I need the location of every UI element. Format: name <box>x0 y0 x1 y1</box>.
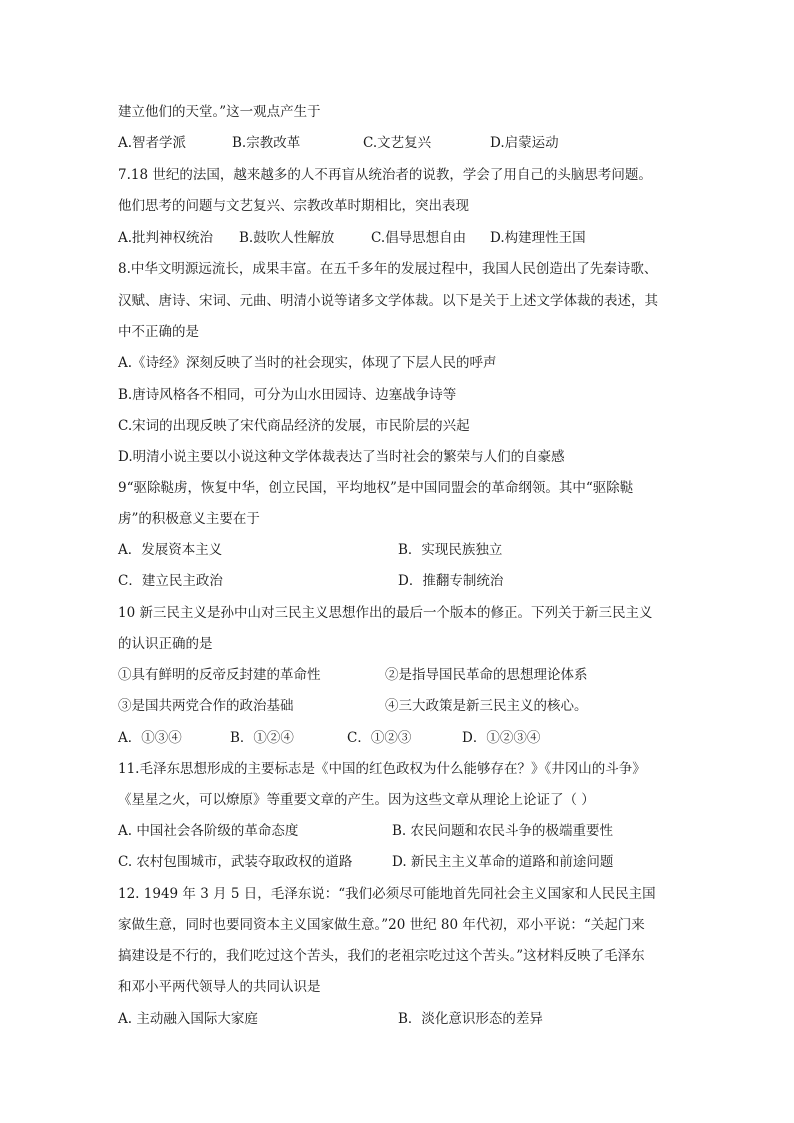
q10-option-b: B．①②④ <box>230 730 294 746</box>
q9-stem: 9“驱除鞑虏，恢复中华，创立民国，平均地权”是中国同盟会的革命纲领。其中“驱除鞑 <box>118 480 634 496</box>
q9-option-a: A．发展资本主义 <box>118 542 223 558</box>
q12-stem-cont-3: 和邓小平两代领导人的共同认识是 <box>118 979 321 995</box>
q11-stem: 11.毛泽东思想形成的主要标志是《中国的红色政权为什么能够存在？》《井冈山的斗争》 <box>118 761 646 777</box>
q6-option-d: D.启蒙运动 <box>490 135 559 151</box>
q8-option-c: C.宋词的出现反映了宋代商品经济的发展，市民阶层的兴起 <box>118 418 470 434</box>
q9-option-c: C．建立民主政治 <box>118 573 223 589</box>
q10-item-3: ③是国共两党合作的政治基础 <box>118 698 294 714</box>
q10-item-1: ①具有鲜明的反帝反封建的革命性 <box>118 667 321 683</box>
q7-option-d: D.构建理性王国 <box>490 230 586 246</box>
q7-stem-cont: 他们思考的问题与文艺复兴、宗教改革时期相比，突出表现 <box>118 198 469 214</box>
q12-stem-cont-1: 家做生意，同时也要同资本主义国家做生意。”20 世纪 80 年代初，邓小平说：“关起门来 <box>118 917 645 933</box>
q9-stem-cont: 虏”的积极意义主要在于 <box>118 511 260 527</box>
q12-stem-cont-2: 搞建设是不行的，我们吃过这个苦头，我们的老祖宗吃过这个苦头。”这材料反映了毛泽东 <box>118 948 645 964</box>
q9-option-b: B．实现民族独立 <box>398 542 503 558</box>
q10-option-c: C．①②③ <box>347 730 412 746</box>
q6-stem-tail: 建立他们的天堂。”这一观点产生于 <box>118 104 321 120</box>
q7-option-a: A.批判神权统治 <box>118 230 214 246</box>
q8-stem-cont-1: 汉赋、唐诗、宋词、元曲、明清小说等诸多文学体裁。以下是关于上述文学体裁的表述，其 <box>118 293 658 309</box>
q7-option-c: C.倡导思想自由 <box>371 230 467 246</box>
q10-option-a: A．①③④ <box>118 730 182 746</box>
q10-stem: 10 新三民主义是孙中山对三民主义思想作出的最后一个版本的修正。下列关于新三民主义 <box>118 605 653 621</box>
q10-option-d: D．①②③④ <box>462 730 541 746</box>
q8-option-a: A.《诗经》深刻反映了当时的社会现实，体现了下层人民的呼声 <box>118 355 497 371</box>
q12-stem: 12. 1949 年 3 月 5 日，毛泽东说：“我们必须尽可能地首先同社会主义国家和人民民主国 <box>118 886 656 902</box>
q8-stem: 8.中华文明源远流长，成果丰富。在五千多年的发展过程中，我国人民创造出了先秦诗歌、 <box>118 261 658 277</box>
q9-option-d: D．推翻专制统治 <box>398 573 504 589</box>
q12-option-a: A. 主动融入国际大家庭 <box>118 1011 258 1027</box>
q11-stem-cont: 《星星之火，可以燎原》等重要文章的产生。因为这些文章从理论上论证了（ ） <box>118 792 595 808</box>
q10-item-4: ④三大政策是新三民主义的核心。 <box>385 698 588 714</box>
q8-stem-cont-2: 中不正确的是 <box>118 324 199 340</box>
q6-option-a: A.智者学派 <box>118 135 187 151</box>
q11-option-b: B. 农民问题和农民斗争的极端重要性 <box>392 823 614 839</box>
q12-option-b: B．淡化意识形态的差异 <box>398 1011 543 1027</box>
q6-option-c: C.文艺复兴 <box>363 135 432 151</box>
q10-stem-cont: 的认识正确的是 <box>118 636 213 652</box>
q8-option-d: D.明清小说主要以小说这种文学体裁表达了当时社会的繁荣与人们的自豪感 <box>118 449 565 465</box>
q11-option-c: C. 农村包围城市，武装夺取政权的道路 <box>118 854 353 870</box>
q11-option-d: D. 新民主主义革命的道路和前途问题 <box>392 854 614 870</box>
q10-item-2: ②是指导国民革命的思想理论体系 <box>385 667 588 683</box>
q7-option-b: B.鼓吹人性解放 <box>239 230 335 246</box>
q7-stem: 7.18 世纪的法国，越来越多的人不再盲从统治者的说教，学会了用自己的头脑思考问题。 <box>118 167 652 183</box>
q11-option-a: A. 中国社会各阶级的革命态度 <box>118 823 299 839</box>
q8-option-b: B.唐诗风格各不相同，可分为山水田园诗、边塞战争诗等 <box>118 387 457 403</box>
q6-option-b: B.宗教改革 <box>232 135 301 151</box>
